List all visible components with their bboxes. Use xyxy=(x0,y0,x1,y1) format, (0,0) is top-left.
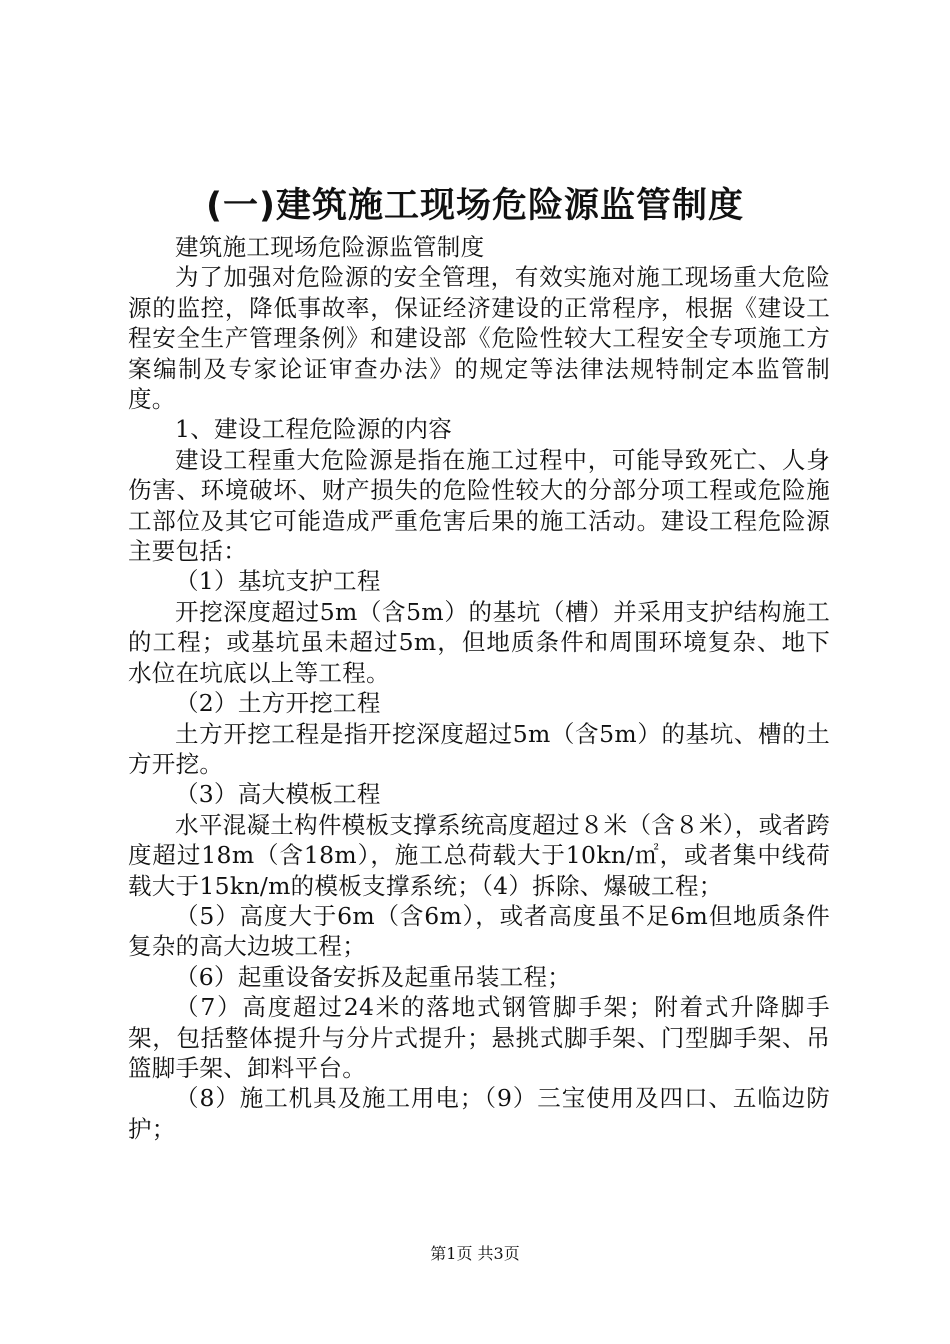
document-title: (一)建筑施工现场危险源监管制度 xyxy=(206,186,744,226)
document-body xyxy=(128,232,830,1144)
page-footer: 第1页 共3页 xyxy=(430,1244,520,1263)
item-heading: （2）土方开挖工程 xyxy=(175,689,381,718)
paragraph: （7）高度超过24米的落地式钢管脚手架；附着式升降脚手架，包括整体提升与分片式提升；悬挑式脚手架、门型脚手架、吊篮脚手架、卸料平台。 xyxy=(128,993,830,1082)
paragraph: 开挖深度超过5m（含5m）的基坑（槽）并采用支护结构施工的工程；或基坑虽未超过5m，但地质条件和周围环境复杂、地下水位在坑底以上等工程。 xyxy=(128,597,830,687)
paragraph: （8）施工机具及施工用电；（9）三宝使用及四口、五临边防护； xyxy=(128,1084,830,1143)
item-heading: （1）基坑支护工程 xyxy=(175,567,381,596)
item-heading: （3）高大模板工程 xyxy=(175,780,381,809)
paragraph: （5）高度大于6m（含6m），或者高度虽不足6m但地质条件复杂的高大边坡工程； xyxy=(128,901,830,961)
paragraph-subtitle: 建筑施工现场危险源监管制度 xyxy=(175,233,485,261)
paragraph: 水平混凝土构件模板支撑系统高度超过８米（含８米），或者跨度超过18m（含18m），施工总荷载大于10kn/㎡，或者集中线荷载大于15kn/m的模板支撑系统；（4）拆除、爆破工程； xyxy=(128,810,830,900)
paragraph: 土方开挖工程是指开挖深度超过5m（含5m）的基坑、槽的土方开挖。 xyxy=(128,719,830,778)
paragraph-definition: 建设工程重大危险源是指在施工过程中，可能导致死亡、人身伤害、环境破坏、财产损失的危险性较大的分部分项工程或危险施工部位及其它可能造成严重危害后果的施工活动。建设工程危险源主要包括： xyxy=(128,445,830,566)
paragraph-intro: 为了加强对危险源的安全管理，有效实施对施工现场重大危险源的监控，降低事故率，保证经济建设的正常程序，根据《建设工程安全生产管理条例》和建设部《危险性较大工程安全专项施工方案编制及专家论证审查办法》的规定等法律法规特制定本监管制度。 xyxy=(128,263,830,414)
paragraph: （6）起重设备安拆及起重吊装工程； xyxy=(175,962,572,991)
section-heading: 1、建设工程危险源的内容 xyxy=(175,415,453,444)
